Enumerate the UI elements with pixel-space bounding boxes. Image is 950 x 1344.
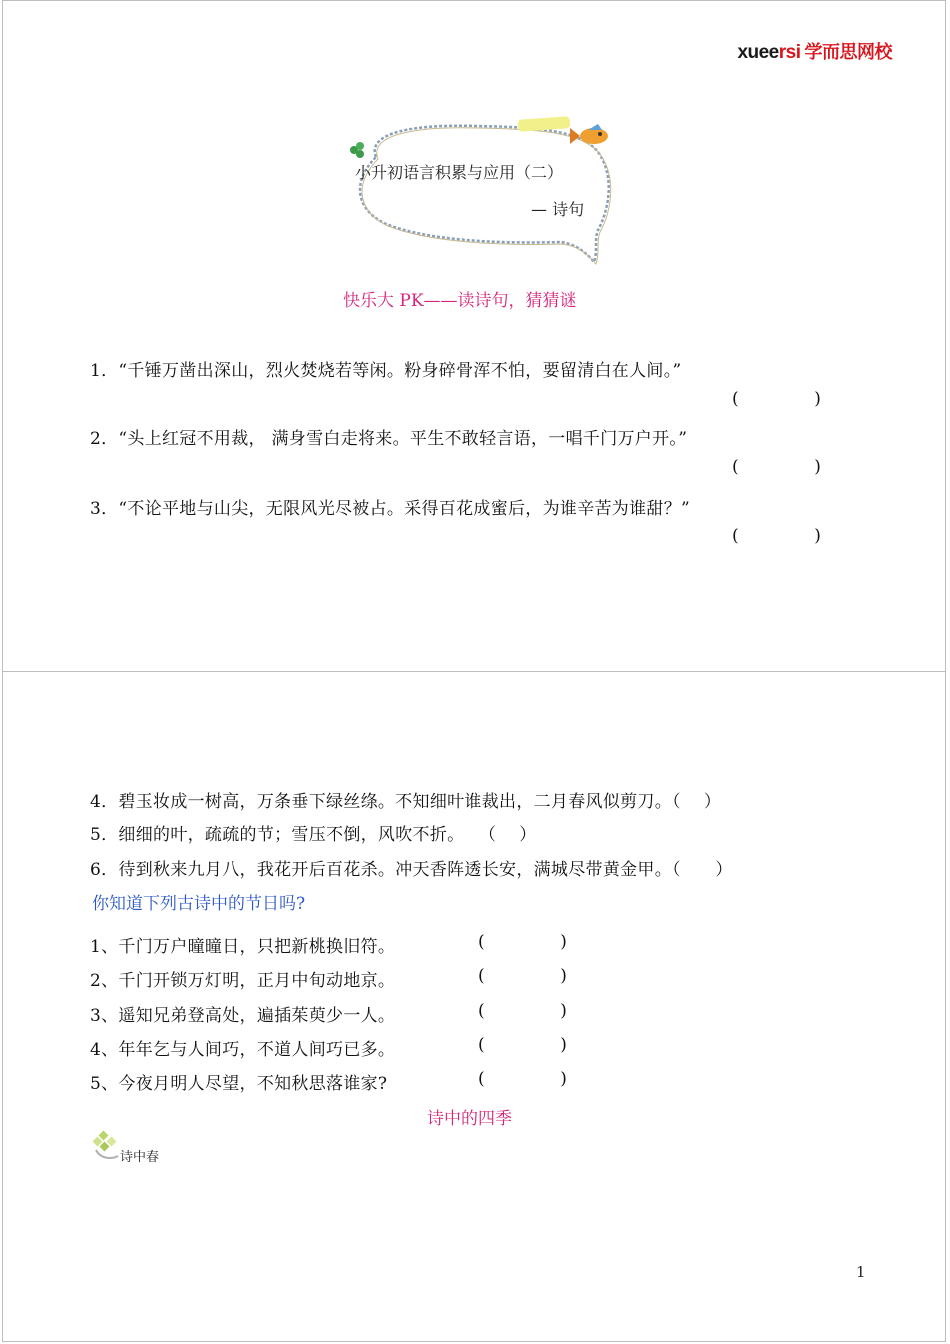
festival-3-answer: ( ) <box>478 1001 567 1021</box>
speech-bubble-frame <box>336 112 626 270</box>
festival-5-answer: ( ) <box>478 1069 567 1089</box>
clover-icon <box>350 142 364 158</box>
riddle-5: 5．细细的叶，疏疏的节；雪压不倒，风吹不折。 （ ） <box>90 825 537 845</box>
riddle-1-answer: ( ) <box>732 389 821 409</box>
spring-section-icon <box>90 1130 122 1164</box>
riddle-2: 2．“头上红冠不用裁， 满身雪白走将来。平生不敢轻言语，一唱千门万户开。” <box>90 429 688 449</box>
lesson-subtitle: — 诗句 <box>531 200 585 219</box>
riddle-1: 1．“千锤万凿出深山，烈火焚烧若等闲。粉身碎骨浑不怕，要留清白在人间。” <box>90 361 682 381</box>
brand-chinese: 学而思网校 <box>804 42 892 62</box>
brand-logo <box>737 38 892 64</box>
page-number: 1 <box>856 1263 866 1281</box>
festival-heading: 你知道下列古诗中的节日吗? <box>92 894 306 914</box>
riddle-6: 6．待到秋来九月八，我花开后百花杀。冲天香阵透长安，满城尽带黄金甲。（ ） <box>90 860 733 880</box>
fish-icon <box>518 116 608 144</box>
riddle-3-answer: ( ) <box>732 526 821 546</box>
festival-1: 1、千门万户曈曈日，只把新桃换旧符。 <box>90 937 396 957</box>
riddle-4: 4．碧玉妆成一树高，万条垂下绿丝绦。不知细叶谁裁出，二月春风似剪刀。（ ） <box>90 792 722 812</box>
festival-5: 5、今夜月明人尽望，不知秋思落谁家? <box>90 1074 388 1094</box>
pk-heading: 快乐大 PK——读诗句，猜猜谜 <box>343 291 577 311</box>
lesson-title: 小升初语言积累与应用（二） <box>355 163 564 182</box>
riddle-3: 3．“不论平地与山尖，无限风光尽被占。采得百花成蜜后，为谁辛苦为谁甜？” <box>90 499 690 519</box>
seasons-heading: 诗中的四季 <box>427 1109 512 1129</box>
riddle-2-answer: ( ) <box>732 457 821 477</box>
brand-latin-1: xuee <box>737 42 779 63</box>
spring-label: 诗中春 <box>120 1150 160 1165</box>
brand-latin-2: rsi <box>778 42 801 63</box>
festival-4-answer: ( ) <box>478 1035 567 1055</box>
page-divider <box>2 671 946 672</box>
festival-2-answer: ( ) <box>478 966 567 986</box>
festival-2: 2、千门开锁万灯明，正月中旬动地京。 <box>90 971 396 991</box>
festival-1-answer: ( ) <box>478 932 567 952</box>
festival-4: 4、年年乞与人间巧，不道人间巧已多。 <box>90 1040 396 1060</box>
festival-3: 3、遥知兄弟登高处，遍插茱萸少一人。 <box>90 1006 396 1026</box>
